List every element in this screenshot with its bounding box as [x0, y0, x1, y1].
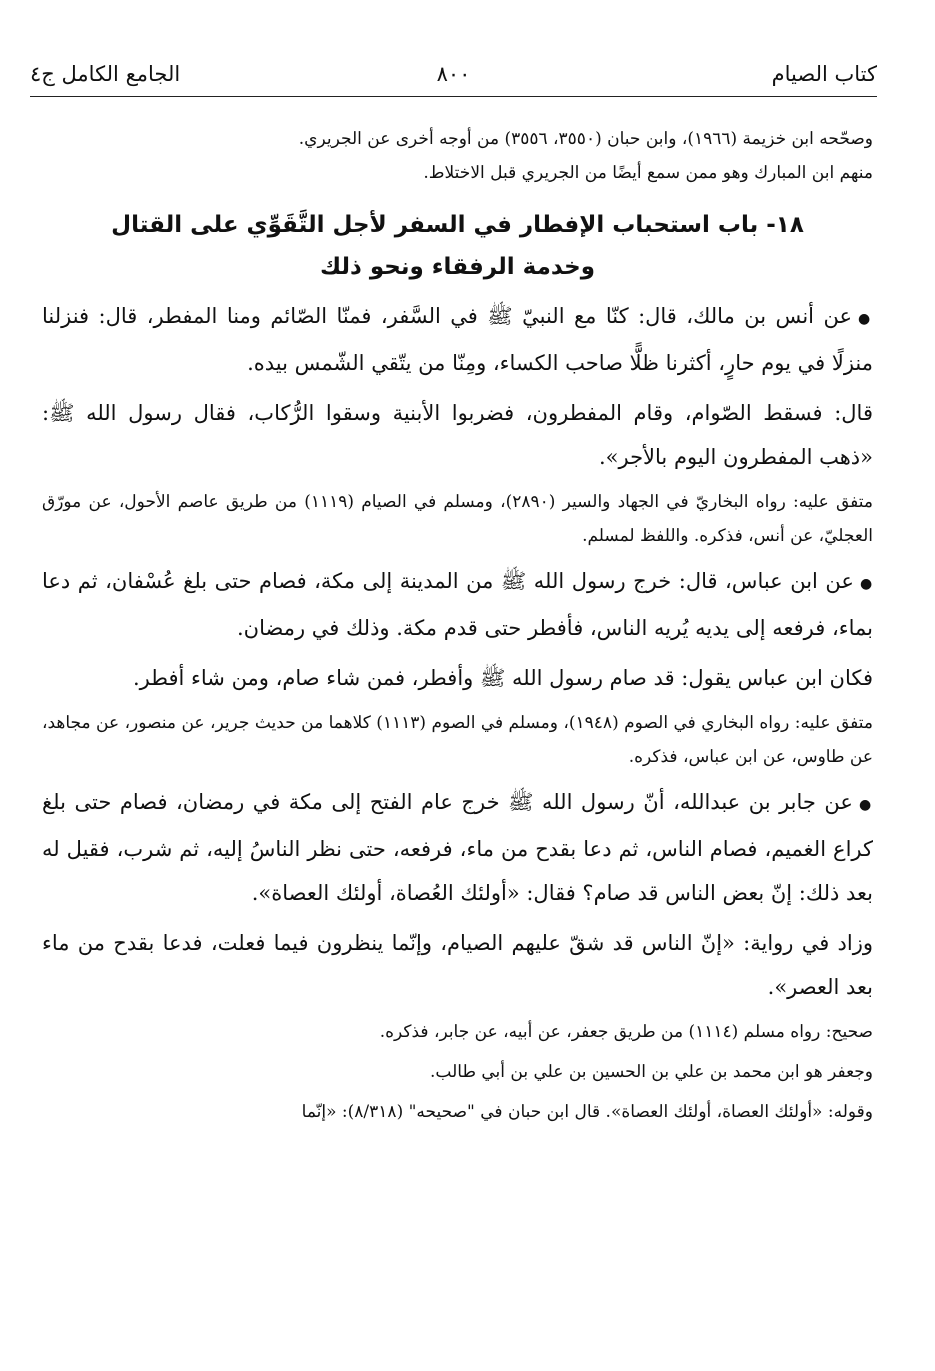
page-content: [42, 122, 873, 1131]
chapter-title-line: وخدمة الرفقاء ونحو ذلك: [320, 254, 595, 280]
intro-footnote: [42, 122, 873, 190]
bullet-icon: ●: [859, 576, 873, 592]
intro-note-line: منهم ابن المبارك وهو ممن سمع أيضًا من الجريري قبل الاختلاط.: [423, 163, 873, 183]
hadith-text: [42, 780, 873, 915]
hadith-source: صحيح: رواه مسلم (١١١٤) من طريق جعفر، عن أبيه، عن جابر، فذكره.: [379, 1022, 873, 1042]
hadith-text: [42, 559, 873, 650]
bullet-icon: ●: [858, 797, 874, 813]
book-section-title: كتاب الصيام: [771, 62, 877, 86]
hadith-body: عن أنس بن مالك، قال: كنّا مع النبيّ ﷺ في السَّفر، فمنّا الصّائم ومنا المفطر، قال: فنزلنا منزلًا في يوم حارٍ، أكثرنا ظلًّا صاحب الكساء، ومِنّا من يتّقي الشّمس بيده.: [42, 304, 873, 375]
hadith-source: متفق عليه: رواه البخاري في الصوم (١٩٤٨)، ومسلم في الصوم (١١١٣) كلاهما من حديث جرير، عن منصور، عن مجاهد، عن طاوس، عن ابن عباس، فذكره.: [42, 713, 873, 767]
hadith-body: عن جابر بن عبدالله، أنّ رسول الله ﷺ خرج عام الفتح إلى مكة في رمضان، فصام حتى بلغ كراع الغميم، فصام الناس، ثم دعا بقدح من ماء، فرفعه، حتى نظر الناسُ إليه، ثم شرب، فقيل له بعد ذلك: إنّ بعض الناس قد صام؟ فقال: «أولئك العُصاة، أولئك العصاة».: [42, 790, 873, 905]
hadith-continuation: فكان ابن عباس يقول: قد صام رسول الله ﷺ وأفطر، فمن شاء صام، ومن شاء أفطر.: [132, 666, 873, 690]
hadith-continuation: وزاد في رواية: «إنّ الناس قد شقّ عليهم الصيام، وإنّما ينظرون فيما فعلت، فدعا بقدح من ماء بعد العصر».: [42, 931, 873, 999]
book-title: الجامع الكامل ج٤: [30, 62, 181, 86]
hadith-continuation: قال: فسقط الصّوام، وقام المفطرون، فضربوا الأبنية وسقوا الرُّكاب، فقال رسول الله ﷺ: «ذهب المفطرون اليوم بالأجر».: [42, 401, 873, 469]
chapter-title: [42, 204, 873, 288]
bullet-icon: ●: [858, 311, 873, 327]
hadith-source: متفق عليه: رواه البخاريّ في الجهاد والسير (٢٨٩٠)، ومسلم في الصيام (١١١٩) من طريق عاصم الأحول، عن مورّق العجليّ، عن أنس، فذكره. واللفظ لمسلم.: [42, 492, 873, 546]
hadith-body: عن ابن عباس، قال: خرج رسول الله ﷺ من المدينة إلى مكة، فصام حتى بلغ عُسْفان، ثم دعا بماء، فرفعه إلى يديه يُريه الناس، فأفطر حتى قدم مكة. وذلك في رمضان.: [42, 569, 873, 640]
intro-note-line: وصحّحه ابن خزيمة (١٩٦٦)، وابن حبان (٣٥٥٠، ٣٥٥٦) من أوجه أخرى عن الجريري.: [298, 129, 873, 149]
hadith-source: وجعفر هو ابن محمد بن علي بن الحسين بن علي بن أبي طالب.: [429, 1062, 873, 1082]
hadith-source: وقوله: «أولئك العصاة، أولئك العصاة». قال ابن حبان في "صحيحه" (٨/٣١٨): «إنّما: [301, 1102, 873, 1122]
chapter-title-line: ١٨- باب استحباب الإفطار في السفر لأجل التَّقَوِّي على القتال: [111, 212, 804, 238]
header-divider: [30, 96, 877, 97]
page-number: ٨٠٠: [436, 62, 471, 86]
hadith-text: [42, 294, 873, 385]
page-header: [30, 58, 877, 92]
